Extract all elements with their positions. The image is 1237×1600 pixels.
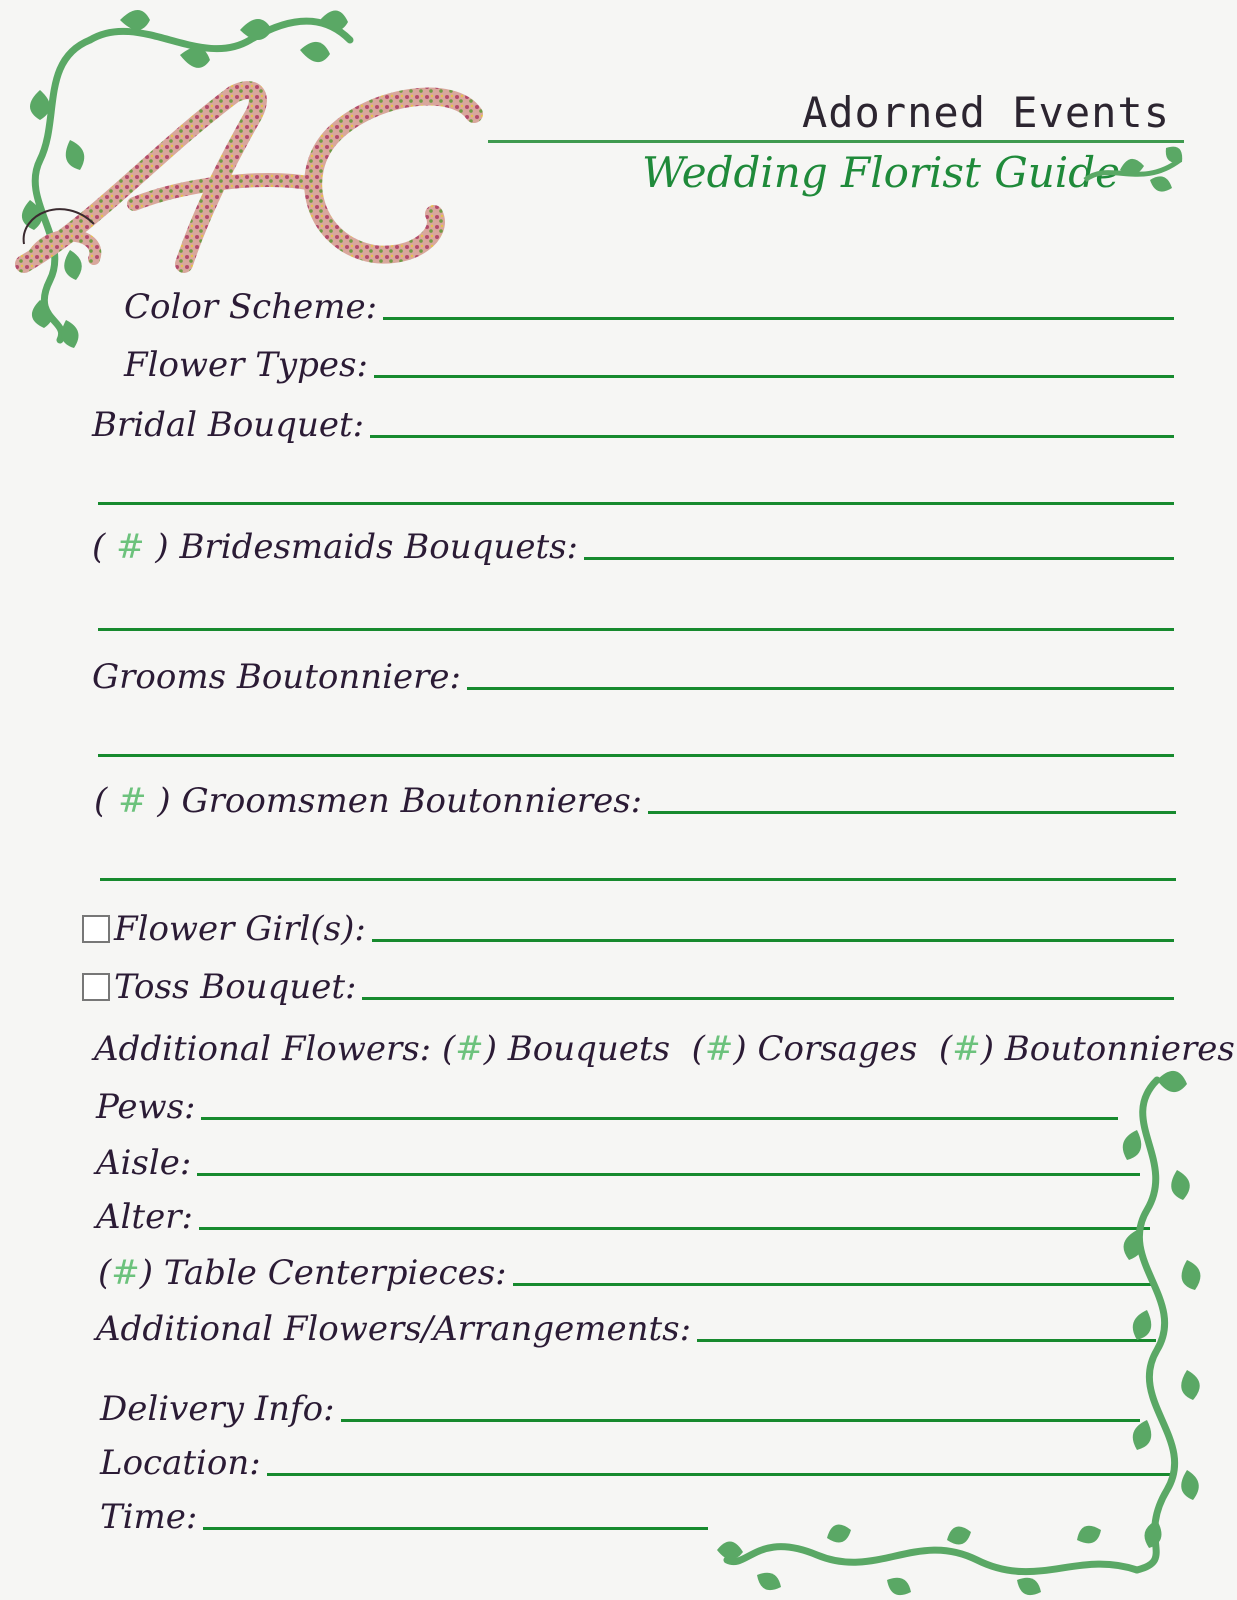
- bottom-right-vine-icon: [717, 1060, 1237, 1600]
- pews-label: Pews:: [96, 1087, 196, 1127]
- flower-types-label: Flower Types:: [124, 345, 368, 385]
- bridesmaids-extra-line[interactable]: [98, 628, 1174, 631]
- bridal-bouquet-line[interactable]: [370, 435, 1174, 438]
- bridesmaids-line[interactable]: [584, 557, 1174, 560]
- grooms-boutonniere-line[interactable]: [467, 687, 1174, 690]
- bridesmaids-label: ( # ) Bridesmaids Bouquets:: [92, 527, 579, 567]
- additional-flowers-label: Additional Flowers: (#) Bouquets (#) Corsages (#) Boutonnieres: [94, 1029, 1235, 1069]
- brand-name: Adorned Events: [801, 88, 1170, 137]
- monogram-logo: [14, 74, 494, 284]
- bridal-bouquet-extra-line[interactable]: [98, 502, 1174, 505]
- additional-arrangements-label: Additional Flowers/Arrangements:: [96, 1309, 692, 1349]
- groomsmen-count-hash: #: [118, 781, 147, 821]
- flower-girls-line[interactable]: [372, 939, 1174, 942]
- centerpieces-count-hash: #: [111, 1253, 140, 1293]
- time-label: Time:: [100, 1497, 198, 1537]
- toss-bouquet-label: Toss Bouquet:: [114, 967, 357, 1007]
- flower-types-row: [124, 345, 1174, 385]
- time-row: [100, 1497, 708, 1537]
- color-scheme-row: [124, 287, 1174, 327]
- bridesmaids-row: [92, 527, 1174, 567]
- bridesmaids-count-hash: #: [116, 527, 145, 567]
- subtitle-vine-icon: [1080, 140, 1190, 210]
- bridal-bouquet-label: Bridal Bouquet:: [92, 405, 365, 445]
- flower-types-line[interactable]: [374, 375, 1174, 378]
- groomsmen-extra-line[interactable]: [100, 878, 1176, 881]
- color-scheme-line[interactable]: [383, 317, 1174, 320]
- centerpieces-label: (#) Table Centerpieces:: [98, 1253, 507, 1293]
- bridal-bouquet-row: [92, 405, 1174, 445]
- toss-bouquet-row: [82, 967, 1174, 1007]
- aisle-label: Aisle:: [96, 1143, 192, 1183]
- grooms-boutonniere-row: [92, 657, 1174, 697]
- groomsmen-line[interactable]: [648, 811, 1176, 814]
- bouquets-count-hash: #: [455, 1029, 484, 1069]
- groomsmen-row: [94, 781, 1176, 821]
- time-line[interactable]: [203, 1527, 708, 1530]
- boutonnieres-count-hash: #: [952, 1029, 981, 1069]
- toss-bouquet-line[interactable]: [362, 997, 1174, 1000]
- toss-bouquet-checkbox[interactable]: [82, 973, 110, 1001]
- grooms-boutonniere-label: Grooms Boutonniere:: [92, 657, 461, 697]
- delivery-info-label: Delivery Info:: [100, 1389, 335, 1429]
- location-label: Location:: [100, 1443, 261, 1483]
- grooms-boutonniere-extra-line[interactable]: [98, 754, 1174, 757]
- flower-girls-label: Flower Girl(s):: [114, 909, 366, 949]
- alter-label: Alter:: [96, 1197, 193, 1237]
- flower-girls-row: [82, 909, 1174, 949]
- color-scheme-label: Color Scheme:: [124, 287, 378, 327]
- page-title: Wedding Florist Guide: [641, 148, 1120, 197]
- groomsmen-label: ( # ) Groomsmen Boutonnieres:: [94, 781, 643, 821]
- flower-girls-checkbox[interactable]: [82, 915, 110, 943]
- corsages-count-hash: #: [704, 1029, 734, 1069]
